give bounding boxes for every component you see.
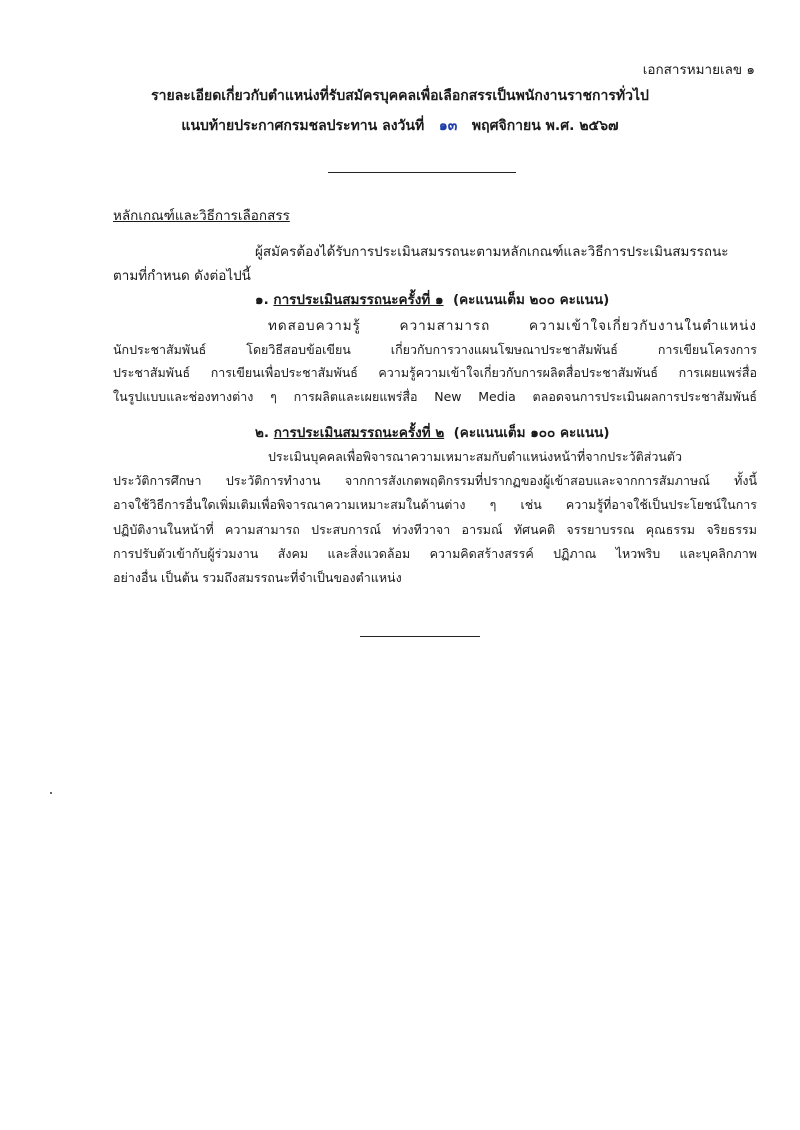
item-1-line: ทดสอบความรู้ ความสามารถ ความเข้าใจเกี่ยวกับงานในตำแหน่ง xyxy=(268,318,757,334)
item-2-line: การปรับตัวเข้ากับผู้ร่วมงาน สังคม และสิ่งแวดล้อม ความคิดสร้างสรรค์ ปฏิภาณ ไหวพริบ และบุคลิกภาพ xyxy=(113,546,757,561)
title-divider xyxy=(328,172,516,173)
subtitle-day: ๑๓ xyxy=(438,118,458,134)
item-2-number: ๒. xyxy=(255,425,270,441)
subtitle-prefix: แนบท้ายประกาศกรมชลประทาน ลงวันที่ xyxy=(181,118,425,134)
item-1-title: การประเมินสมรรถนะครั้งที่ ๑ xyxy=(273,292,444,308)
scan-speck xyxy=(50,792,52,794)
item-1-line: ในรูปแบบและช่องทางต่าง ๆ การผลิตและเผยแพร่สื่อ New Media ตลอดจนการประเมินผลการประชาสัมพันธ์ xyxy=(113,389,757,404)
item-2-line: อาจใช้วิธีการอื่นใดเพิ่มเติมเพื่อพิจารณาความเหมาะสมในด้านต่าง ๆ เช่น ความรู้ที่อาจใช้เป็นประโยชน์ในการ xyxy=(113,497,757,512)
document-title: รายละเอียดเกี่ยวกับตำแหน่งที่รับสมัครบุคคลเพื่อเลือกสรรเป็นพนักงานราชการทั่วไป xyxy=(151,88,649,104)
intro-line-1: ผู้สมัครต้องได้รับการประเมินสมรรถนะตามหลักเกณฑ์และวิธีการประเมินสมรรถนะ xyxy=(255,244,729,260)
item-2-line: ประวัติการศึกษา ประวัติการทำงาน จากการสังเกตพฤติกรรมที่ปรากฏของผู้เข้าสอบและจากการสัมภาษณ์ ทั้งนี้ xyxy=(113,473,757,488)
item-2-heading xyxy=(255,423,610,443)
item-2-score: (คะแนนเต็ม ๑๐๐ คะแนน) xyxy=(453,425,610,441)
item-1-number: ๑. xyxy=(255,292,269,308)
item-1-score: (คะแนนเต็ม ๒๐๐ คะแนน) xyxy=(452,292,610,308)
item-2-line: ปฏิบัติงานในหน้าที่ ความสามารถ ประสบการณ์ ท่วงทีวาจา อารมณ์ ทัศนคติ จรรยาบรรณ คุณธรรม จริยธรรม xyxy=(113,522,757,537)
document-number: เอกสารหมายเลข ๑ xyxy=(642,62,755,78)
item-2-line: อย่างอื่น เป็นต้น รวมถึงสมรรถนะที่จำเป็นของตำแหน่ง xyxy=(113,570,402,585)
document-subtitle xyxy=(0,116,800,136)
section-heading: หลักเกณฑ์และวิธีการเลือกสรร xyxy=(113,208,290,224)
item-2-line: ประเมินบุคคลเพื่อพิจารณาความเหมาะสมกับตำแหน่งหน้าที่จากประวัติส่วนตัว xyxy=(268,449,683,464)
item-1-line: นักประชาสัมพันธ์ โดยวิธีสอบข้อเขียน เกี่ยวกับการวางแผนโฆษณาประชาสัมพันธ์ การเขียนโครงการ xyxy=(113,342,757,357)
item-2-title: การประเมินสมรรถนะครั้งที่ ๒ xyxy=(273,425,445,441)
intro-line-2: ตามที่กำหนด ดังต่อไปนี้ xyxy=(113,268,251,284)
subtitle-suffix: พฤศจิกายน พ.ศ. ๒๕๖๗ xyxy=(471,118,619,134)
item-1-heading xyxy=(255,290,609,310)
item-1-line: ประชาสัมพันธ์ การเขียนเพื่อประชาสัมพันธ์ ความรู้ความเข้าใจเกี่ยวกับการผลิตสื่อประชาสัมพันธ์ การเผยแพร่สื่อ xyxy=(113,365,757,380)
end-divider xyxy=(360,636,480,637)
